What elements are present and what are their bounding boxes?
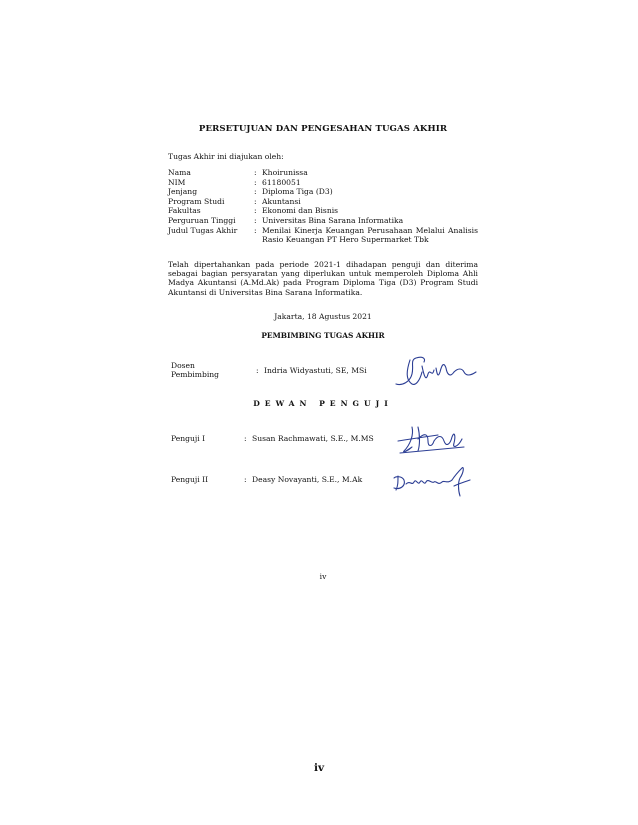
info-value: 61180051 (262, 177, 301, 187)
info-label: Fakultas (168, 206, 201, 216)
penguji-2-colon: : (244, 475, 247, 484)
info-row-fakultas (168, 206, 478, 216)
info-row-nama (168, 168, 478, 178)
info-label: NIM (168, 177, 186, 187)
info-value: Khoirunissa (262, 168, 308, 177)
info-value: Diploma Tiga (D3) (262, 187, 333, 197)
penguji-1-colon: : (244, 434, 247, 443)
signing-date: Jakarta, 18 Agustus 2021 (274, 312, 372, 321)
info-value: Menilai Kinerja Keuangan Perusahaan Melalui Analisis Rasio Keuangan PT Hero Supermarket Tbk (262, 225, 478, 245)
dosen-label-line2: Pembimbing (171, 370, 219, 380)
document-title: PERSETUJUAN DAN PENGESAHAN TUGAS AKHIR (198, 124, 448, 134)
page-number-footer: iv (319, 572, 327, 581)
info-label: Perguruan Tinggi (168, 215, 236, 225)
info-colon: : (254, 215, 257, 225)
info-colon: : (254, 168, 257, 177)
info-row-judul (168, 226, 478, 245)
penguji-2-label: Penguji II (171, 475, 209, 484)
info-value: Ekonomi dan Bisnis (262, 206, 339, 216)
penguji-2-name: Deasy Novayanti, S.E., M.Ak (252, 475, 363, 484)
dosen-label-line1: Dosen (171, 361, 195, 370)
info-value: Universitas Bina Sarana Informatika (262, 215, 404, 225)
dosen-label (171, 361, 241, 379)
info-label: Nama (168, 168, 191, 177)
info-label: Jenjang (168, 187, 198, 197)
info-value: Akuntansi (262, 196, 301, 206)
info-label: Program Studi (168, 196, 225, 206)
penguji-1-label: Penguji I (171, 434, 206, 443)
student-info (168, 168, 478, 245)
page-number-bottom: iv (313, 762, 325, 774)
signature-penguji-1 (394, 421, 468, 457)
info-row-perguruan-tinggi (168, 216, 478, 226)
info-colon: : (254, 206, 257, 216)
pembimbing-heading: PEMBIMBING TUGAS AKHIR (261, 331, 385, 340)
info-label: Judul Tugas Akhir (168, 225, 238, 235)
signature-pembimbing (392, 354, 480, 390)
info-colon: : (254, 177, 257, 187)
info-colon: : (254, 196, 257, 206)
info-colon: : (254, 187, 257, 197)
dosen-colon: : (256, 366, 259, 375)
dosen-name: Indria Widyastuti, SE, MSi (264, 366, 367, 375)
dewan-penguji-heading: DEWAN PENGUJI (253, 399, 393, 408)
approval-paragraph: Telah dipertahankan pada periode 2021-1 dihadapan penguji dan diterima sebagai bagian persyaratan yang diperlukan untuk memperoleh Diploma Ahli Madya Akuntansi (A.Md.Ak) pada Program Diploma Tiga (D3) Program Studi Akuntansi di Universitas Bina Sarana Informatika. (168, 260, 478, 297)
info-row-jenjang (168, 187, 478, 197)
penguji-1-name: Susan Rachmawati, S.E., M.MS (252, 434, 374, 443)
signature-penguji-2 (388, 464, 474, 500)
info-colon: : (254, 225, 257, 235)
intro-text: Tugas Akhir ini diajukan oleh: (168, 152, 284, 161)
info-row-nim (168, 178, 478, 188)
info-row-program-studi (168, 197, 478, 207)
